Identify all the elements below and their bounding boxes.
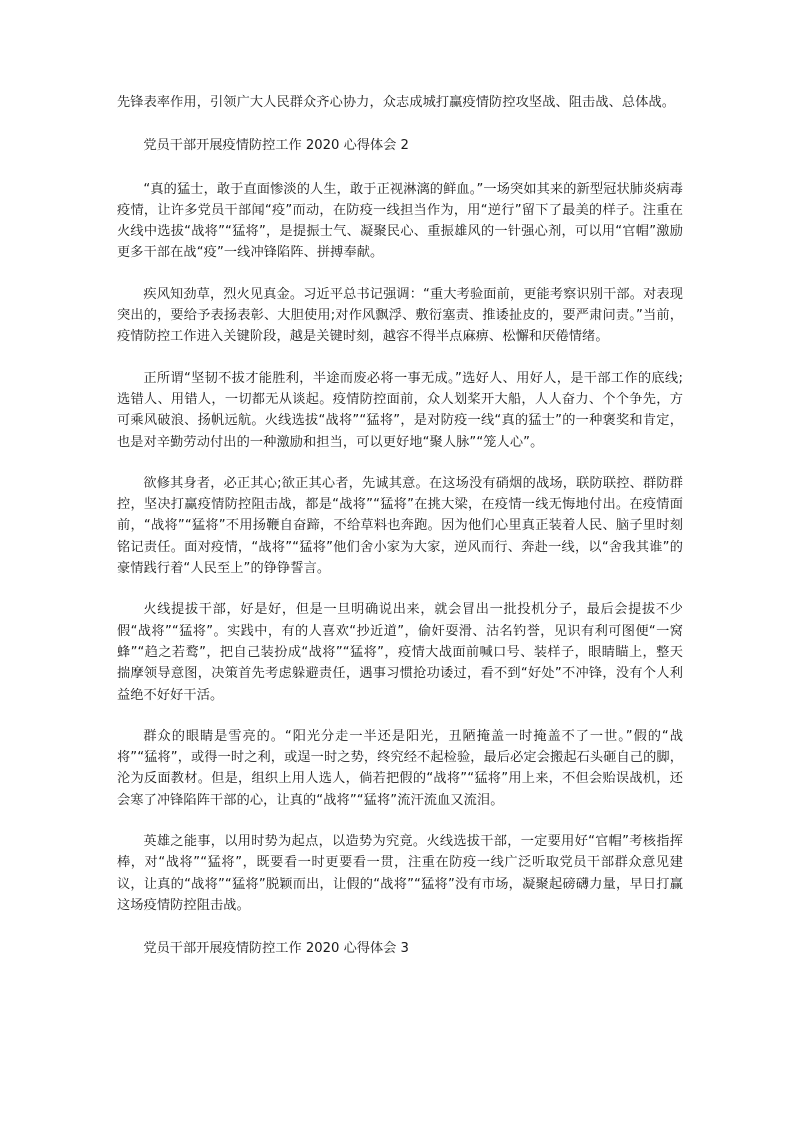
paragraph: 欲修其身者，必正其心;欲正其心者，先诚其意。在这场没有硝烟的战场，联防联控、群防群控，坚决打赢疫情防控阻击战，都是“战将”“猛将”在挑大梁，在疫情一线无悔地付出。在疫情面前，“战将”“猛将”不用扬鞭自奋蹄，不给草料也奔跑。因为他们心里真正装着人民、脑子里时刻铭记责任。面对疫情，“战将”“猛将”他们舍小家为大家，逆风而行、奔赴一线，以“舍我其谁”的豪情践行着“人民至上”的铮铮誓言。 <box>117 475 683 577</box>
paragraph: 群众的眼睛是雪亮的。“阳光分走一半还是阳光，丑陋掩盖一时掩盖不了一世。”假的“战将”“猛将”，或得一时之利，或逞一时之势，终究经不起检验，最后必定会搬起石头砸自己的脚，沦为反面教材。但是，组织上用人选人，倘若把假的“战将”“猛将”用上来，不但会贻误战机，还会寒了冲锋陷阵干部的心，让真的“战将”“猛将”流汗流血又流泪。 <box>117 728 683 808</box>
document-page <box>117 92 683 960</box>
section-heading-3: 党员干部开展疫情防控工作 2020 心得体会 3 <box>143 941 409 957</box>
paragraph: 疾风知劲草，烈火见真金。习近平总书记强调：“重大考验面前，更能考察识别干部。对表现突出的，要给予表扬表彰、大胆使用;对作风飘浮、敷衍塞责、推诿扯皮的，要严肃问责。”当前，疫情防控工作进入关键阶段，越是关键时刻，越容不得半点麻痹、松懈和厌倦情绪。 <box>117 286 683 345</box>
section-heading-2: 党员干部开展疫情防控工作 2020 心得体会 2 <box>143 138 409 154</box>
paragraph: 正所谓“坚韧不拔才能胜利，半途而废必将一事无成。”选好人、用好人，是干部工作的底线;选错人、用错人，一切都无从谈起。疫情防控面前，众人划桨开大船，人人奋力、个个争先，方可乘风破浪、扬帆远航。火线选拔“战将”“猛将”，是对防疫一线“真的猛士”的一种褒奖和肯定，也是对辛勤劳动付出的一种激励和担当，可以更好地“聚人脉”“笼人心”。 <box>117 370 683 450</box>
paragraph: “真的猛士，敢于直面惨淡的人生，敢于正视淋漓的鲜血。”一场突如其来的新型冠状肺炎病毒疫情，让许多党员干部闻“疫”而动，在防疫一线担当作为，用“逆行”留下了最美的样子。注重在火线中选拔“战将”“猛将”，是提振士气、凝聚民心、重振雄风的一针强心剂，可以用“官帽”激励更多干部在战“疫”一线冲锋陷阵、拼搏奉献。 <box>117 181 683 261</box>
paragraph-continuation: 先锋表率作用，引领广大人民群众齐心协力，众志成城打赢疫情防控攻坚战、阻击战、总体战。 <box>117 95 676 110</box>
paragraph: 火线提拔干部，好是好，但是一旦明确说出来，就会冒出一批投机分子，最后会提拔不少假“战将”“猛将”。实践中，有的人喜欢“抄近道”，偷奸耍滑、沽名钓誉，见识有利可图便“一窝蜂”“趋之若鹜”，把自己装扮成“战将”“猛将”，疫情大战面前喊口号、装样子，眼睛瞄上，整天揣摩领导意图，决策首先考虑躲避责任，遇事习惯抢功诿过，看不到“好处”不冲锋，没有个人利益绝不好好干活。 <box>117 602 683 703</box>
paragraph: 英雄之能事，以用时势为起点，以造势为究竟。火线选拔干部，一定要用好“官帽”考核指挥棒，对“战将”“猛将”，既要看一时更要看一贯，注重在防疫一线广泛听取党员干部群众意见建议，让真的“战将”“猛将”脱颖而出，让假的“战将”“猛将”没有市场，凝聚起磅礴力量，早日打赢这场疫情防控阻击战。 <box>117 834 683 913</box>
